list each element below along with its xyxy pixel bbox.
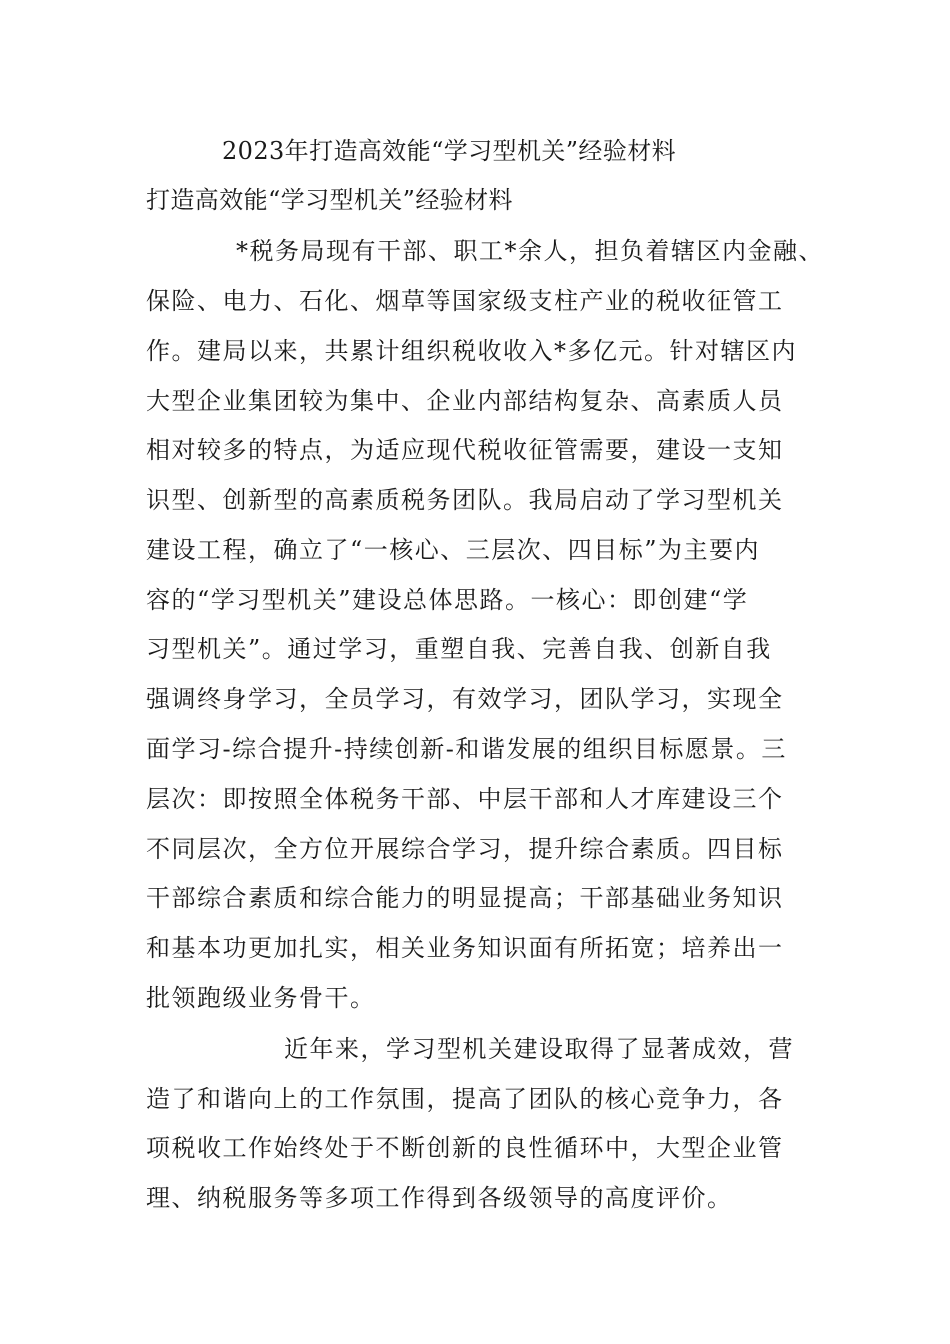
paragraph-1-line-2: 保险、电力、石化、烟草等国家级支柱产业的税收征管工 [146,287,784,315]
paragraph-2-line-4: 理、纳税服务等多项工作得到各级领导的高度评价。 [146,1184,733,1212]
document-title: 2023年打造高效能“学习型机关”经验材料 [222,137,677,165]
paragraph-1-line-6: 识型、创新型的高素质税务团队。我局启动了学习型机关 [146,486,784,514]
paragraph-1-line-13: 不同层次，全方位开展综合学习，提升综合素质。四目标 [146,835,784,863]
document-subtitle: 打造高效能“学习型机关”经验材料 [146,186,513,214]
paragraph-1-line-9: 习型机关”。通过学习，重塑自我、完善自我、创新自我 [146,635,772,663]
paragraph-1-line-5: 相对较多的特点，为适应现代税收征管需要，建设一支知 [146,436,784,464]
paragraph-1-line-3: 作。建局以来，共累计组织税收收入*多亿元。针对辖区内 [146,337,797,365]
paragraph-1-line-16: 批领跑级业务骨干。 [146,984,376,1012]
paragraph-1-line-10: 强调终身学习，全员学习，有效学习，团队学习，实现全 [146,685,784,713]
paragraph-1-line-11: 面学习-综合提升-持续创新-和谐发展的组织目标愿景。三 [146,735,787,763]
paragraph-2-line-1: 近年来，学习型机关建设取得了显著成效，营 [284,1035,794,1063]
paragraph-2-line-3: 项税收工作始终处于不断创新的良性循环中，大型企业管 [146,1134,784,1162]
paragraph-1-line-7: 建设工程，确立了“一核心、三层次、四目标”为主要内 [146,536,761,564]
paragraph-1-line-14: 干部综合素质和综合能力的明显提高；干部基础业务知识 [146,884,784,912]
paragraph-1-line-12: 层次：即按照全体税务干部、中层干部和人才库建设三个 [146,785,784,813]
paragraph-1-line-4: 大型企业集团较为集中、企业内部结构复杂、高素质人员 [146,387,784,415]
paragraph-1-line-8: 容的“学习型机关”建设总体思路。一核心：即创建“学 [146,586,749,614]
paragraph-1-line-15: 和基本功更加扎实，相关业务知识面有所拓宽；培养出一 [146,934,784,962]
paragraph-2-line-2: 造了和谐向上的工作氛围，提高了团队的核心竞争力，各 [146,1085,784,1113]
paragraph-1-line-1: *税务局现有干部、职工*余人，担负着辖区内金融、 [236,237,824,265]
